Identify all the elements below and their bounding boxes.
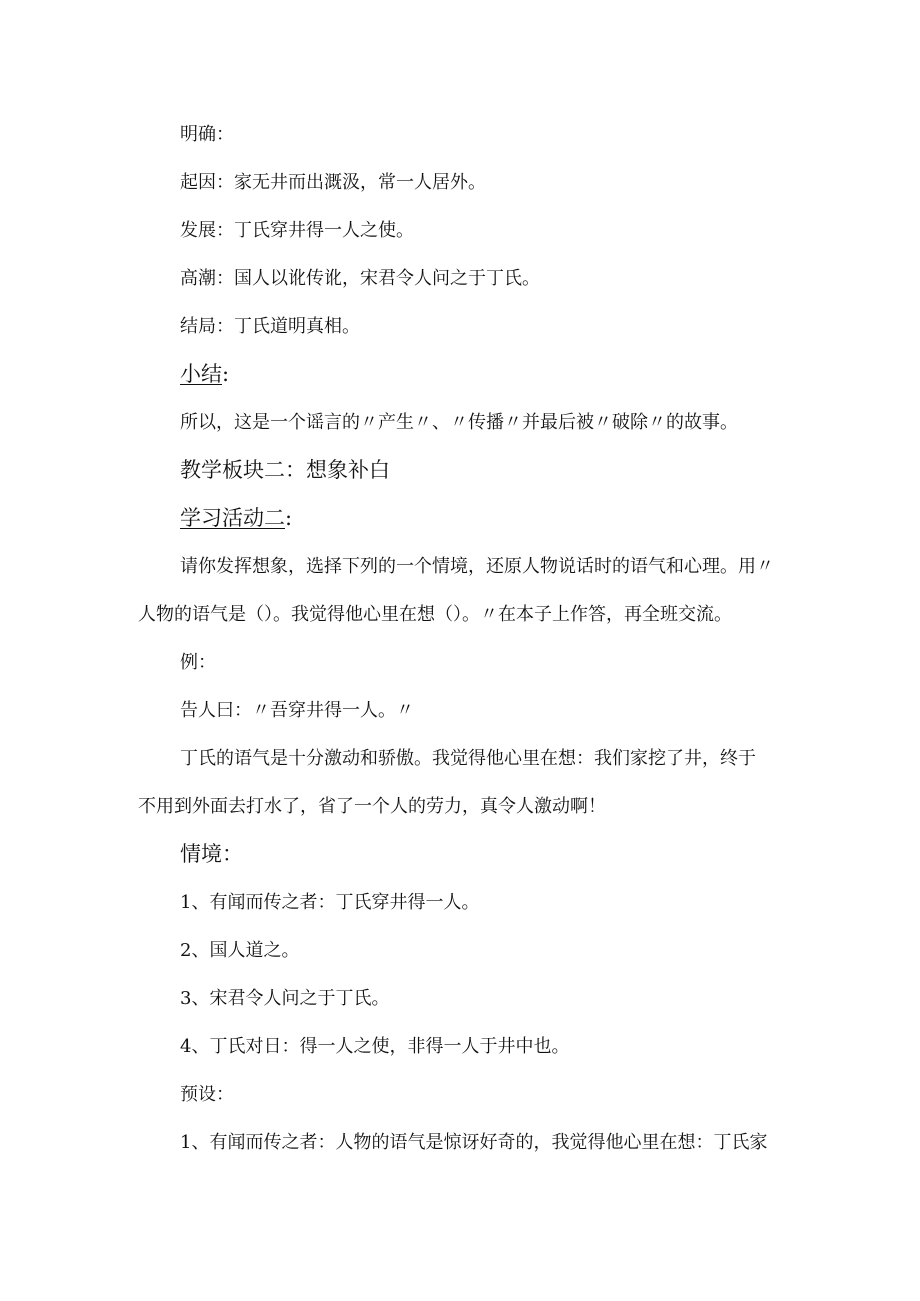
mingque-label: 明确： — [180, 124, 234, 145]
learning-activity-title: 学习活动二 — [180, 506, 285, 530]
preset-label: 预设： — [180, 1084, 234, 1105]
summary-title: 小结 — [180, 362, 222, 386]
situation-item-1: 1、有闻而传之者：丁氏穿井得一人。 — [180, 892, 480, 913]
summary-heading — [180, 360, 229, 388]
summary-colon: : — [222, 362, 230, 386]
learning-activity-colon: : — [285, 506, 293, 530]
instruction-line-2: 人物的语气是（）。我觉得他心里在想（）。〃在本子上作答，再全班交流。 — [138, 604, 732, 625]
example-quote: 告人曰：〃吾穿井得一人。〃 — [180, 700, 414, 721]
instruction-line-1: 请你发挥想象，选择下列的一个情境，还原人物说话时的语气和心理。用〃 — [180, 556, 774, 577]
climax-line: 高潮：国人以讹传讹，宋君令人问之于丁氏。 — [180, 268, 540, 289]
development-line: 发展：丁氏穿井得一人之使。 — [180, 220, 414, 241]
preset-item-1: 1、有闻而传之者：人物的语气是惊讶好奇的，我觉得他心里在想：丁氏家 — [180, 1132, 768, 1153]
ending-line: 结局：丁氏道明真相。 — [180, 316, 360, 337]
example-answer-line-2: 不用到外面去打水了，省了一个人的劳力，真令人激动啊！ — [138, 796, 606, 817]
situation-item-2: 2、国人道之。 — [180, 940, 300, 961]
learning-activity-two-heading — [180, 504, 292, 532]
situation-label: 情境： — [180, 842, 243, 866]
example-label: 例： — [180, 652, 216, 673]
situation-item-4: 4、丁氏对日：得一人之使，非得一人于井中也。 — [180, 1036, 570, 1057]
summary-text: 所以，这是一个谣言的〃产生〃、〃传播〃并最后被〃破除〃的故事。 — [180, 412, 738, 433]
cause-line: 起因：家无井而出溉汲，常一人居外。 — [180, 172, 486, 193]
teaching-block-two-heading: 教学板块二：想象补白 — [180, 458, 390, 482]
situation-item-3: 3、宋君令人问之于丁氏。 — [180, 988, 390, 1009]
example-answer-line-1: 丁氏的语气是十分激动和骄傲。我觉得他心里在想：我们家挖了井，终于 — [180, 748, 756, 769]
